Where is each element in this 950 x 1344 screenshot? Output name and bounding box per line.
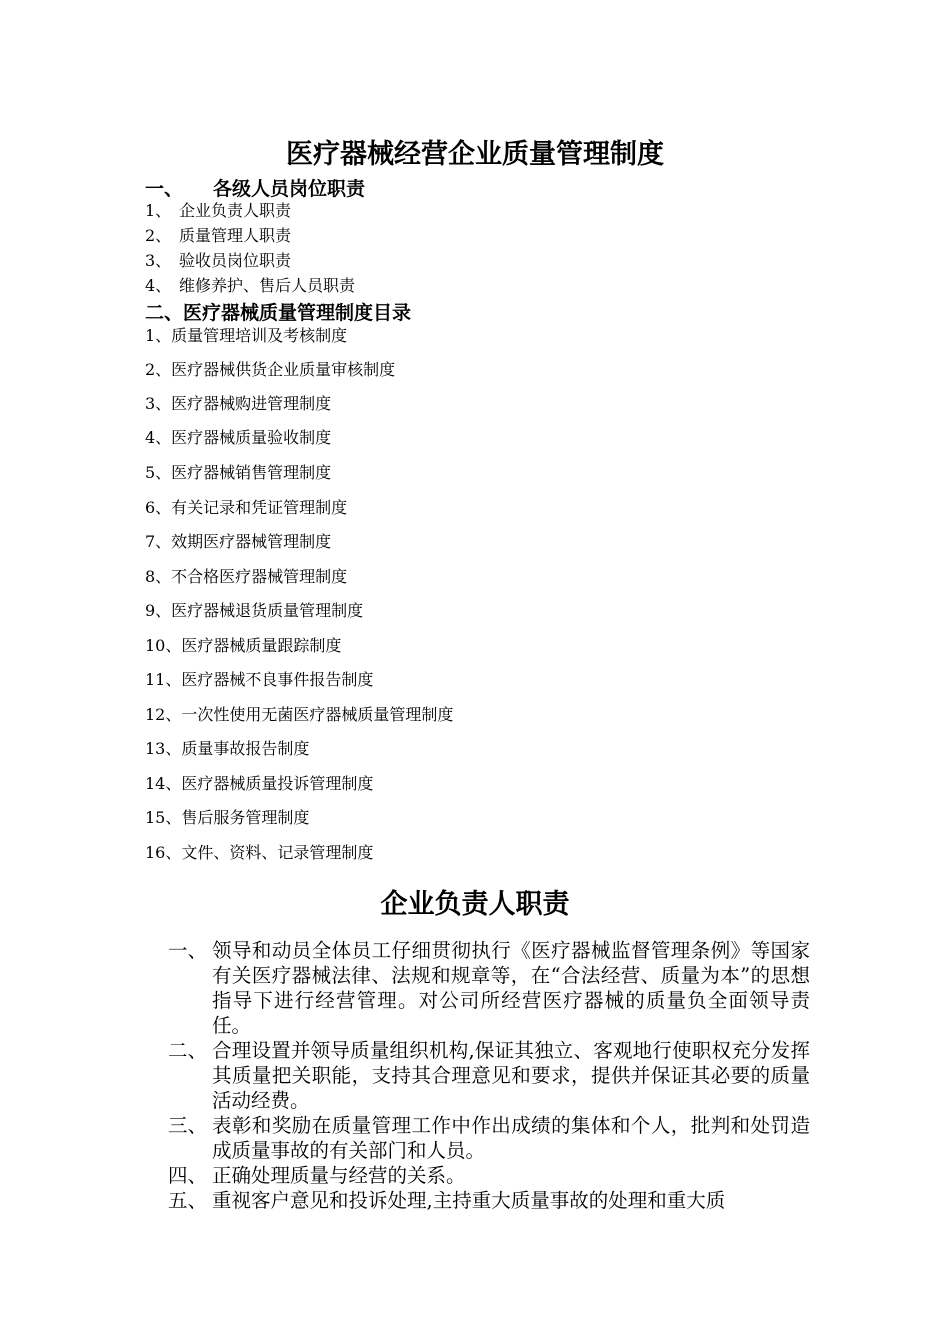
item-number: 4、 [145,276,172,295]
toc-item: 16、文件、资料、记录管理制度 [145,843,374,862]
item-number: 2、 [145,226,172,245]
toc-item: 3、医疗器械购进管理制度 [145,394,332,413]
duty-paragraph [168,1188,810,1213]
toc-item: 11、医疗器械不良事件报告制度 [145,670,374,689]
toc-item: 4、医疗器械质量验收制度 [145,428,332,447]
item-number: 3、 [145,251,172,270]
toc-item: 14、医疗器械质量投诉管理制度 [145,774,374,793]
toc-item: 13、质量事故报告制度 [145,739,310,758]
section1-item [145,199,291,223]
document-title: 医疗器械经营企业质量管理制度 [286,139,664,170]
toc-item: 2、医疗器械供货企业质量审核制度 [145,360,396,379]
section1-heading [145,174,365,201]
paragraph-number: 二、 [168,1039,208,1062]
toc-item: 6、有关记录和凭证管理制度 [145,498,348,517]
section1-heading-text: 各级人员岗位职责 [213,178,366,200]
paragraph-number: 四、 [168,1164,208,1187]
paragraph-number: 三、 [168,1114,208,1137]
paragraph-text: 重视客户意见和投诉处理,主持重大质量事故的处理和重大质 [212,1189,726,1212]
toc-item: 1、质量管理培训及考核制度 [145,326,348,345]
duty-paragraph [168,1163,810,1188]
toc-item: 5、医疗器械销售管理制度 [145,463,332,482]
paragraph-text: 领导和动员全体员工仔细贯彻执行《医疗器械监督管理条例》等国家有关医疗器械法律、法规和规章等，在“合法经营、质量为本”的思想指导下进行经营管理。对公司所经营医疗器械的质量负全面领导责任。 [212,939,810,1037]
section1-item [145,249,291,273]
duty-paragraph [168,1038,810,1113]
section1-item [145,224,291,248]
paragraph-text: 正确处理质量与经营的关系。 [212,1164,466,1187]
section2-heading: 二、医疗器械质量管理制度目录 [145,302,412,324]
paragraph-number: 一、 [168,939,208,962]
item-text: 企业负责人职责 [179,201,292,220]
item-number: 1、 [145,201,172,220]
toc-item: 12、一次性使用无菌医疗器械质量管理制度 [145,705,454,724]
section3-title: 企业负责人职责 [380,889,570,920]
section1-number: 一、 [145,178,184,200]
item-text: 验收员岗位职责 [179,251,292,270]
item-text: 质量管理人职责 [179,226,292,245]
toc-item: 7、效期医疗器械管理制度 [145,532,332,551]
paragraph-text: 合理设置并领导质量组织机构,保证其独立、客观地行使职权充分发挥其质量把关职能，支持其合理意见和要求，提供并保证其必要的质量活动经费。 [212,1039,810,1112]
toc-item: 8、不合格医疗器械管理制度 [145,567,348,586]
toc-item: 15、售后服务管理制度 [145,808,310,827]
duty-paragraph [168,1113,810,1163]
paragraph-number: 五、 [168,1189,208,1212]
item-text: 维修养护、售后人员职责 [179,276,356,295]
section1-item [145,274,355,298]
paragraph-text: 表彰和奖励在质量管理工作中作出成绩的集体和个人，批判和处罚造成质量事故的有关部门和人员。 [212,1114,810,1162]
duty-paragraph [168,938,810,1038]
toc-item: 10、医疗器械质量跟踪制度 [145,636,342,655]
toc-item: 9、医疗器械退货质量管理制度 [145,601,364,620]
